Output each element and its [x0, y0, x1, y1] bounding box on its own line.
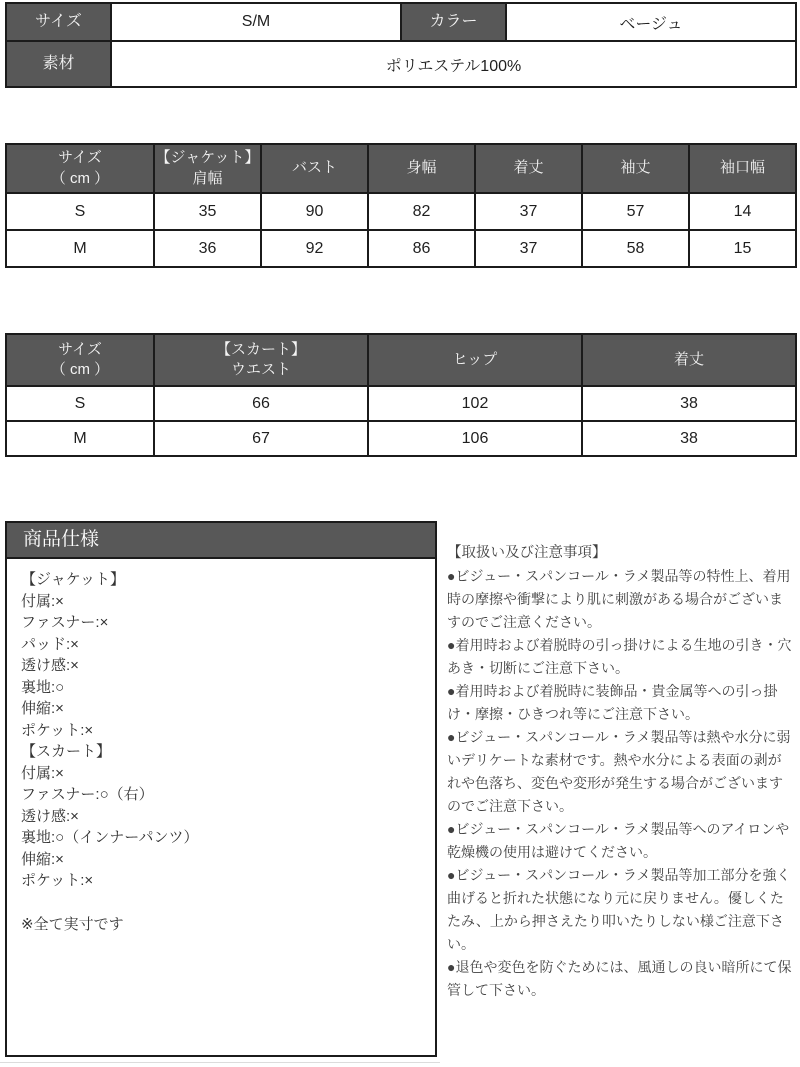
- material-label-cell: 素材: [6, 41, 111, 87]
- material-value-cell: ポリエステル100%: [111, 41, 796, 87]
- skirt-s-waist-cell: 66: [154, 386, 368, 421]
- jacket-s-sleeve-cell: 57: [582, 193, 689, 230]
- jacket-m-cuff-cell: 15: [689, 230, 796, 267]
- color-label-cell: カラー: [401, 3, 506, 41]
- spec-line-skirt-pocket: ポケット:×: [21, 872, 94, 889]
- spec-line-jacket-pocket: ポケット:×: [21, 721, 94, 739]
- care-note-storage: ●退色や変色を防ぐためには、風通しの良い暗所にて保管して下さい。: [447, 959, 792, 998]
- jacket-table-row-m: [6, 230, 796, 267]
- jacket-measurement-table: [5, 143, 797, 268]
- jacket-s-shoulder-cell: 35: [154, 193, 261, 230]
- spec-line-skirt-sheerness: 透け感:×: [21, 807, 79, 825]
- jacket-table-header-row: [6, 144, 796, 193]
- spec-line-skirt-section: 【スカート】: [21, 743, 112, 760]
- skirt-s-hip-cell: 102: [368, 386, 582, 421]
- skirt-size-header-cell: [6, 334, 154, 386]
- jacket-part-header-line1: 【ジャケット】: [155, 149, 260, 167]
- jacket-size-header-cell: [6, 144, 154, 193]
- bottom-divider: [0, 1062, 440, 1063]
- jacket-s-body-width-cell: 82: [368, 193, 475, 230]
- skirt-measurement-table: [5, 333, 797, 457]
- care-notes-title: 【取扱い及び注意事項】: [447, 545, 607, 561]
- product-spec-box-body: [7, 559, 435, 945]
- jacket-m-length-cell: 37: [475, 230, 582, 267]
- skirt-s-length-cell: 38: [582, 386, 796, 421]
- jacket-m-body-width-cell: 86: [368, 230, 475, 267]
- jacket-length-header-cell: 着丈: [475, 144, 582, 193]
- care-note-bending: ●ビジュー・スパンコール・ラメ製品等加工部分を強く曲げると折れた状態になり元に戻りません。優しくたたみ、上から押さえたり叩いたりしない様ご注意下さい。: [447, 867, 791, 952]
- skirt-m-size-cell: M: [6, 421, 154, 456]
- skirt-s-size-cell: S: [6, 386, 154, 421]
- info-table-row-size-color: [6, 3, 796, 41]
- spec-measurement-note: ※全て実寸です: [21, 915, 124, 933]
- size-value-cell: S/M: [111, 3, 401, 41]
- jacket-part-header-line2: 肩幅: [192, 169, 223, 187]
- jacket-size-header-line1: サイズ: [58, 149, 102, 167]
- skirt-table-row-s: [6, 386, 796, 421]
- jacket-s-length-cell: 37: [475, 193, 582, 230]
- spec-line-skirt-stretch: 伸縮:×: [21, 850, 64, 868]
- skirt-part-header-line2: ウエスト: [230, 361, 291, 378]
- info-table: [5, 2, 797, 88]
- product-spec-box: [5, 521, 437, 1057]
- skirt-size-header-line2: （ cm ）: [50, 361, 110, 378]
- skirt-m-hip-cell: 106: [368, 421, 582, 456]
- spec-line-jacket-pad: パッド:×: [21, 635, 79, 653]
- skirt-hip-header-cell: ヒップ: [368, 334, 582, 386]
- care-note-iron-dryer: ●ビジュー・スパンコール・ラメ製品等へのアイロンや乾燥機の使用は避けてください。: [447, 821, 790, 860]
- care-note-heat-moisture: ●ビジュー・スパンコール・ラメ製品等は熱や水分に弱いデリケートな素材です。熱や水分による表面の剥がれや色落ち、変色や変形が発生する場合がございますのでご注意下さい。: [447, 729, 791, 814]
- jacket-size-header-line2: （ cm ）: [50, 169, 110, 187]
- jacket-shoulder-header-cell: [154, 144, 261, 193]
- skirt-m-length-cell: 38: [582, 421, 796, 456]
- jacket-body-width-header-cell: 身幅: [368, 144, 475, 193]
- spec-line-jacket-lining: 裏地:○: [21, 678, 65, 696]
- size-label-cell: サイズ: [6, 3, 111, 41]
- spec-line-jacket-section: 【ジャケット】: [21, 571, 125, 588]
- jacket-s-size-cell: S: [6, 193, 154, 230]
- care-notes-section: [447, 542, 795, 1002]
- jacket-m-sleeve-cell: 58: [582, 230, 689, 267]
- jacket-cuff-header-cell: 袖口幅: [689, 144, 796, 193]
- jacket-table-row-s: [6, 193, 796, 230]
- skirt-part-header-line1: 【スカート】: [215, 340, 306, 358]
- info-table-row-material: [6, 41, 796, 87]
- spec-line-jacket-fastener: ファスナー:×: [21, 614, 109, 631]
- spec-line-jacket-sheerness: 透け感:×: [21, 657, 79, 674]
- color-value-cell: ベージュ: [506, 3, 796, 41]
- spec-line-jacket-attachment: 付属:×: [21, 592, 64, 610]
- spec-line-skirt-fastener: ファスナー:○（右）: [21, 786, 154, 803]
- care-note-snagging: ●着用時および着脱時の引っ掛けによる生地の引き・穴あき・切断にご注意下さい。: [447, 637, 792, 676]
- jacket-sleeve-header-cell: 袖丈: [582, 144, 689, 193]
- care-note-accessories: ●着用時および着脱時に装飾品・貴金属等への引っ掛け・摩擦・ひきつれ等にご注意下さい。: [447, 683, 778, 722]
- care-note-friction: ●ビジュー・スパンコール・ラメ製品等の特性上、着用時の摩擦や衝撃により肌に刺激がある場合がございますのでご注意ください。: [447, 568, 791, 630]
- spec-line-skirt-attachment: 付属:×: [21, 764, 64, 782]
- skirt-size-header-line1: サイズ: [58, 340, 102, 358]
- jacket-bust-header-cell: バスト: [261, 144, 368, 193]
- jacket-s-cuff-cell: 14: [689, 193, 796, 230]
- skirt-m-waist-cell: 67: [154, 421, 368, 456]
- spec-line-jacket-stretch: 伸縮:×: [21, 700, 64, 717]
- jacket-m-bust-cell: 92: [261, 230, 368, 267]
- product-spec-box-title: 商品仕様: [7, 523, 435, 559]
- spec-line-skirt-lining: 裏地:○（インナーパンツ）: [21, 829, 199, 846]
- jacket-m-shoulder-cell: 36: [154, 230, 261, 267]
- skirt-waist-header-cell: [154, 334, 368, 386]
- skirt-table-row-m: [6, 421, 796, 456]
- skirt-table-header-row: [6, 334, 796, 386]
- jacket-s-bust-cell: 90: [261, 193, 368, 230]
- jacket-m-size-cell: M: [6, 230, 154, 267]
- skirt-length-header-cell: 着丈: [582, 334, 796, 386]
